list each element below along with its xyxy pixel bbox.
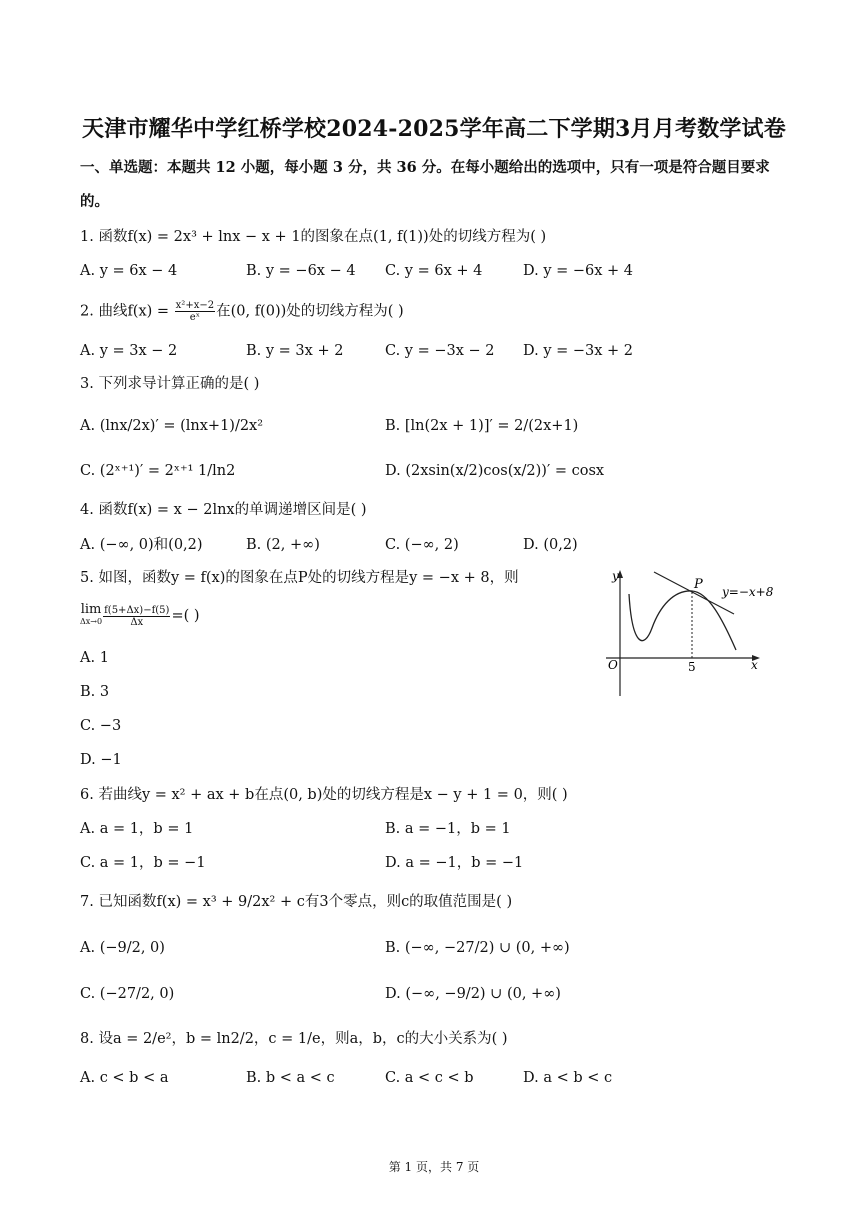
q7-option-d: D. (−∞, −9/2) ∪ (0, +∞) (385, 986, 561, 1002)
question-2-stem (80, 300, 404, 323)
q4-option-d: D. (0,2) (523, 537, 578, 553)
q6-option-d: D. a = −1，b = −1 (385, 855, 524, 871)
label-y: y (612, 569, 619, 583)
question-6-stem: 6. 若曲线y = x² + ax + b在点(0, b)处的切线方程是x − y + 1 = 0，则( ) (80, 787, 568, 803)
q3-option-c: C. (2ˣ⁺¹)′ = 2ˣ⁺¹ 1/ln2 (80, 463, 236, 479)
label-origin: O (608, 658, 618, 672)
q5-option-d: D. −1 (80, 752, 122, 768)
q2-stem-pre: 2. 曲线f(x) = (80, 303, 174, 320)
label-five: 5 (688, 660, 696, 674)
question-4-stem: 4. 函数f(x) = x − 2lnx的单调递增区间是( ) (80, 502, 367, 518)
question-1-stem: 1. 函数f(x) = 2x³ + lnx − x + 1的图象在点(1, f(1))处的切线方程为( ) (80, 229, 547, 245)
q1-option-d: D. y = −6x + 4 (523, 263, 634, 279)
section-heading-line2: 的。 (80, 193, 109, 210)
q2-option-d: D. y = −3x + 2 (523, 343, 634, 359)
q5-frac-numerator: f(5+Δx)−f(5) (104, 604, 170, 616)
q2-stem-post: 在(0, f(0))处的切线方程为( ) (216, 303, 404, 320)
q7-option-c: C. (−27/2, 0) (80, 986, 175, 1002)
q5-lim-sub: Δx→0 (80, 617, 103, 626)
label-tangent-equation: y=−x+8 (722, 585, 774, 599)
q8-option-c: C. a < c < b (385, 1070, 474, 1086)
q5-function-graph (596, 566, 796, 701)
q1-option-a: A. y = 6x − 4 (80, 263, 178, 279)
page-footer: 第 1 页，共 7 页 (388, 1160, 480, 1174)
q8-option-d: D. a < b < c (523, 1070, 613, 1086)
q5-frac-denominator: Δx (130, 616, 144, 628)
q6-option-b: B. a = −1，b = 1 (385, 821, 511, 837)
label-point-p: P (694, 577, 703, 592)
question-8-stem: 8. 设a = 2/e²，b = ln2/2，c = 1/e，则a，b，c的大小关系为( ) (80, 1031, 508, 1047)
q2-frac-denominator: eˣ (189, 312, 200, 323)
question-5-limit (80, 604, 200, 628)
q5-option-b: B. 3 (80, 684, 110, 700)
question-3-stem: 3. 下列求导计算正确的是( ) (80, 376, 260, 392)
q3-option-b: B. [ln(2x + 1)]′ = 2/(2x+1) (385, 418, 579, 434)
q8-option-b: B. b < a < c (246, 1070, 335, 1086)
q4-option-c: C. (−∞, 2) (385, 537, 459, 553)
q7-option-b: B. (−∞, −27/2) ∪ (0, +∞) (385, 940, 570, 956)
q2-frac-numerator: x²+x−2 (175, 300, 215, 311)
q5-lim-text: lim (80, 602, 102, 617)
q5-stem-post: =( ) (171, 608, 200, 624)
question-7-stem: 7. 已知函数f(x) = x³ + 9/2x² + c有3个零点，则c的取值范围是( ) (80, 894, 513, 910)
q4-option-a: A. (−∞, 0)和(0,2) (80, 537, 203, 553)
q5-option-a: A. 1 (80, 650, 109, 666)
label-x: x (751, 658, 758, 672)
q2-fraction (175, 300, 215, 323)
q2-option-c: C. y = −3x − 2 (385, 343, 495, 359)
q8-option-a: A. c < b < a (80, 1070, 169, 1086)
q4-option-b: B. (2, +∞) (246, 537, 320, 553)
q5-option-c: C. −3 (80, 718, 122, 734)
q5-limit-operator (80, 604, 102, 628)
q1-option-c: C. y = 6x + 4 (385, 263, 483, 279)
q5-fraction (103, 605, 170, 628)
section-heading-line1: 一、单选题：本题共 12 小题，每小题 3 分，共 36 分。在每小题给出的选项中，只有一项是符合题目要求 (80, 159, 770, 176)
curve-f (629, 591, 736, 650)
q6-option-a: A. a = 1，b = 1 (80, 821, 194, 837)
q6-option-c: C. a = 1，b = −1 (80, 855, 206, 871)
q7-option-a: A. (−9/2, 0) (80, 940, 165, 956)
q1-option-b: B. y = −6x − 4 (246, 263, 356, 279)
q3-option-d: D. (2xsin(x/2)cos(x/2))′ = cosx (385, 463, 605, 479)
page-title: 天津市耀华中学红桥学校2024-2025学年高二下学期3月月考数学试卷 (82, 116, 786, 142)
question-5-stem: 5. 如图，函数y = f(x)的图象在点P处的切线方程是y = −x + 8，则 (80, 570, 519, 586)
q2-option-a: A. y = 3x − 2 (80, 343, 178, 359)
q2-option-b: B. y = 3x + 2 (246, 343, 344, 359)
q3-option-a: A. (lnx/2x)′ = (lnx+1)/2x² (80, 418, 264, 434)
